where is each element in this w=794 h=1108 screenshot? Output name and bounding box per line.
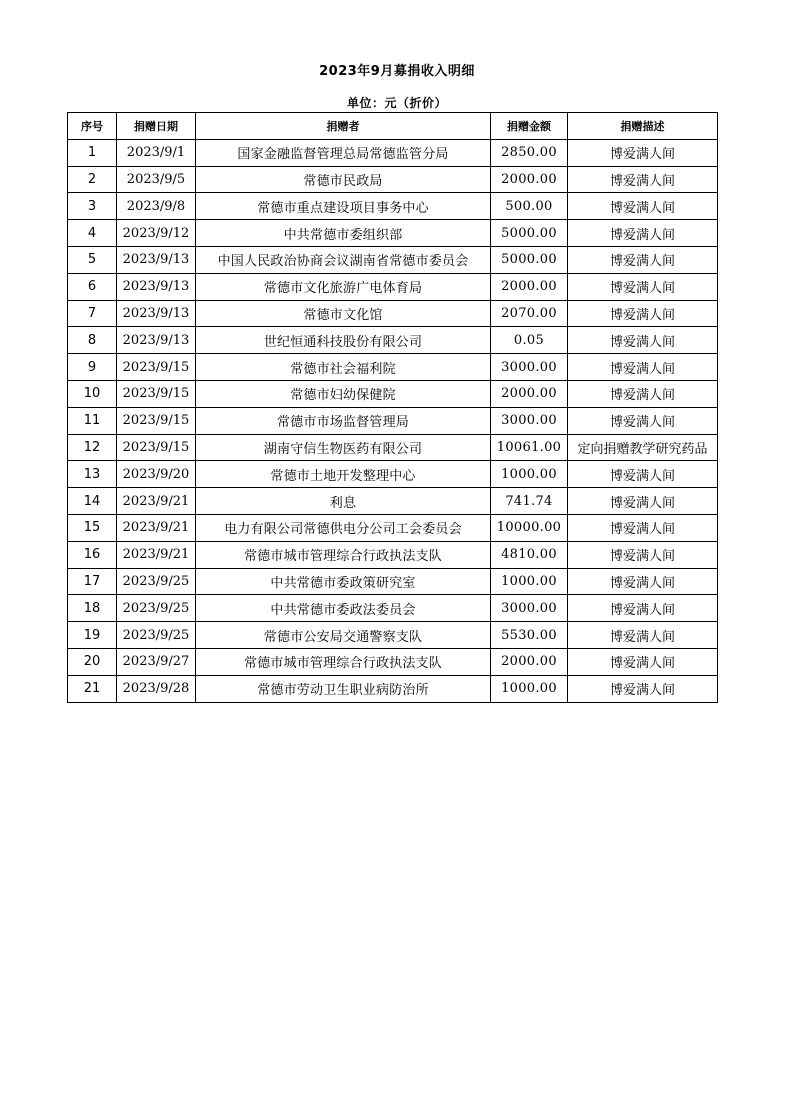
table-row [68, 407, 718, 434]
row-amount: 2850.00 [491, 139, 568, 166]
row-amount: 2000.00 [491, 273, 568, 300]
row-index: 11 [68, 407, 117, 434]
row-date: 2023/9/15 [117, 380, 196, 407]
document-title: 2023年9月募捐收入明细 [319, 64, 475, 79]
row-amount: 10000.00 [491, 514, 568, 541]
row-donor: 常德市文化馆 [196, 300, 491, 327]
table-row [68, 193, 718, 220]
table-row [68, 354, 718, 381]
row-amount: 4810.00 [491, 541, 568, 568]
row-description: 博爱满人间 [568, 568, 718, 595]
row-donor: 常德市重点建设项目事务中心 [196, 193, 491, 220]
row-date: 2023/9/13 [117, 327, 196, 354]
row-index: 13 [68, 461, 117, 488]
row-donor: 常德市城市管理综合行政执法支队 [196, 648, 491, 675]
table-body [68, 139, 718, 702]
row-amount: 5530.00 [491, 622, 568, 649]
row-index: 9 [68, 354, 117, 381]
table-row [68, 461, 718, 488]
row-description: 定向捐赠教学研究药品 [568, 434, 718, 461]
table-row [68, 595, 718, 622]
row-description: 博爱满人间 [568, 622, 718, 649]
row-description: 博爱满人间 [568, 300, 718, 327]
row-description: 博爱满人间 [568, 675, 718, 702]
row-description: 博爱满人间 [568, 648, 718, 675]
row-index: 10 [68, 380, 117, 407]
row-amount: 0.05 [491, 327, 568, 354]
row-index: 7 [68, 300, 117, 327]
header-date: 捐赠日期 [117, 113, 196, 140]
row-description: 博爱满人间 [568, 514, 718, 541]
row-date: 2023/9/1 [117, 139, 196, 166]
row-donor: 常德市劳动卫生职业病防治所 [196, 675, 491, 702]
table-row [68, 300, 718, 327]
donation-table [67, 112, 718, 703]
header-amount: 捐赠金额 [491, 113, 568, 140]
row-description: 博爱满人间 [568, 193, 718, 220]
row-description: 博爱满人间 [568, 327, 718, 354]
table-row [68, 488, 718, 515]
row-date: 2023/9/8 [117, 193, 196, 220]
row-date: 2023/9/13 [117, 273, 196, 300]
row-amount: 2000.00 [491, 166, 568, 193]
row-date: 2023/9/15 [117, 354, 196, 381]
row-description: 博爱满人间 [568, 488, 718, 515]
row-date: 2023/9/13 [117, 300, 196, 327]
row-donor: 常德市市场监督管理局 [196, 407, 491, 434]
row-description: 博爱满人间 [568, 220, 718, 247]
table-row [68, 514, 718, 541]
row-index: 15 [68, 514, 117, 541]
row-donor: 中共常德市委组织部 [196, 220, 491, 247]
row-description: 博爱满人间 [568, 461, 718, 488]
row-index: 2 [68, 166, 117, 193]
row-description: 博爱满人间 [568, 380, 718, 407]
row-description: 博爱满人间 [568, 273, 718, 300]
row-amount: 741.74 [491, 488, 568, 515]
row-amount: 10061.00 [491, 434, 568, 461]
row-donor: 电力有限公司常德供电分公司工会委员会 [196, 514, 491, 541]
row-donor: 常德市公安局交通警察支队 [196, 622, 491, 649]
row-description: 博爱满人间 [568, 166, 718, 193]
row-index: 4 [68, 220, 117, 247]
row-description: 博爱满人间 [568, 541, 718, 568]
row-index: 1 [68, 139, 117, 166]
row-amount: 2070.00 [491, 300, 568, 327]
row-donor: 世纪恒通科技股份有限公司 [196, 327, 491, 354]
row-description: 博爱满人间 [568, 595, 718, 622]
row-donor: 常德市妇幼保健院 [196, 380, 491, 407]
row-donor: 常德市文化旅游广电体育局 [196, 273, 491, 300]
row-amount: 3000.00 [491, 354, 568, 381]
row-donor: 中共常德市委政策研究室 [196, 568, 491, 595]
table-row [68, 434, 718, 461]
row-date: 2023/9/15 [117, 434, 196, 461]
table-row [68, 541, 718, 568]
row-index: 3 [68, 193, 117, 220]
row-index: 16 [68, 541, 117, 568]
row-amount: 1000.00 [491, 568, 568, 595]
row-donor: 常德市土地开发整理中心 [196, 461, 491, 488]
row-amount: 2000.00 [491, 648, 568, 675]
row-date: 2023/9/5 [117, 166, 196, 193]
header-index: 序号 [68, 113, 117, 140]
row-description: 博爱满人间 [568, 139, 718, 166]
table-row [68, 166, 718, 193]
row-date: 2023/9/21 [117, 488, 196, 515]
row-date: 2023/9/28 [117, 675, 196, 702]
row-index: 6 [68, 273, 117, 300]
row-amount: 3000.00 [491, 595, 568, 622]
row-description: 博爱满人间 [568, 407, 718, 434]
header-donor: 捐赠者 [196, 113, 491, 140]
table-row [68, 139, 718, 166]
row-date: 2023/9/25 [117, 595, 196, 622]
row-index: 20 [68, 648, 117, 675]
table-row [68, 380, 718, 407]
row-amount: 1000.00 [491, 461, 568, 488]
row-donor: 常德市民政局 [196, 166, 491, 193]
row-date: 2023/9/27 [117, 648, 196, 675]
row-date: 2023/9/13 [117, 246, 196, 273]
table-row [68, 675, 718, 702]
table-row [68, 648, 718, 675]
row-date: 2023/9/25 [117, 568, 196, 595]
row-date: 2023/9/12 [117, 220, 196, 247]
row-date: 2023/9/20 [117, 461, 196, 488]
row-donor: 中国人民政治协商会议湖南省常德市委员会 [196, 246, 491, 273]
table-header-row [68, 113, 718, 140]
table-row [68, 273, 718, 300]
table-row [68, 220, 718, 247]
row-index: 12 [68, 434, 117, 461]
row-amount: 5000.00 [491, 246, 568, 273]
row-date: 2023/9/21 [117, 514, 196, 541]
row-date: 2023/9/25 [117, 622, 196, 649]
row-donor: 常德市城市管理综合行政执法支队 [196, 541, 491, 568]
row-index: 19 [68, 622, 117, 649]
row-amount: 500.00 [491, 193, 568, 220]
row-index: 17 [68, 568, 117, 595]
row-index: 5 [68, 246, 117, 273]
table-row [68, 327, 718, 354]
row-donor: 湖南守信生物医药有限公司 [196, 434, 491, 461]
row-amount: 3000.00 [491, 407, 568, 434]
table-row [68, 246, 718, 273]
row-index: 8 [68, 327, 117, 354]
row-amount: 2000.00 [491, 380, 568, 407]
row-description: 博爱满人间 [568, 246, 718, 273]
row-description: 博爱满人间 [568, 354, 718, 381]
row-date: 2023/9/15 [117, 407, 196, 434]
row-amount: 1000.00 [491, 675, 568, 702]
row-donor: 常德市社会福利院 [196, 354, 491, 381]
table-row [68, 622, 718, 649]
unit-note: 单位：元（折价） [346, 96, 447, 110]
row-amount: 5000.00 [491, 220, 568, 247]
row-index: 18 [68, 595, 117, 622]
row-index: 14 [68, 488, 117, 515]
table-row [68, 568, 718, 595]
row-date: 2023/9/21 [117, 541, 196, 568]
row-donor: 中共常德市委政法委员会 [196, 595, 491, 622]
row-index: 21 [68, 675, 117, 702]
header-description: 捐赠描述 [568, 113, 718, 140]
row-donor: 国家金融监督管理总局常德监管分局 [196, 139, 491, 166]
row-donor: 利息 [196, 488, 491, 515]
